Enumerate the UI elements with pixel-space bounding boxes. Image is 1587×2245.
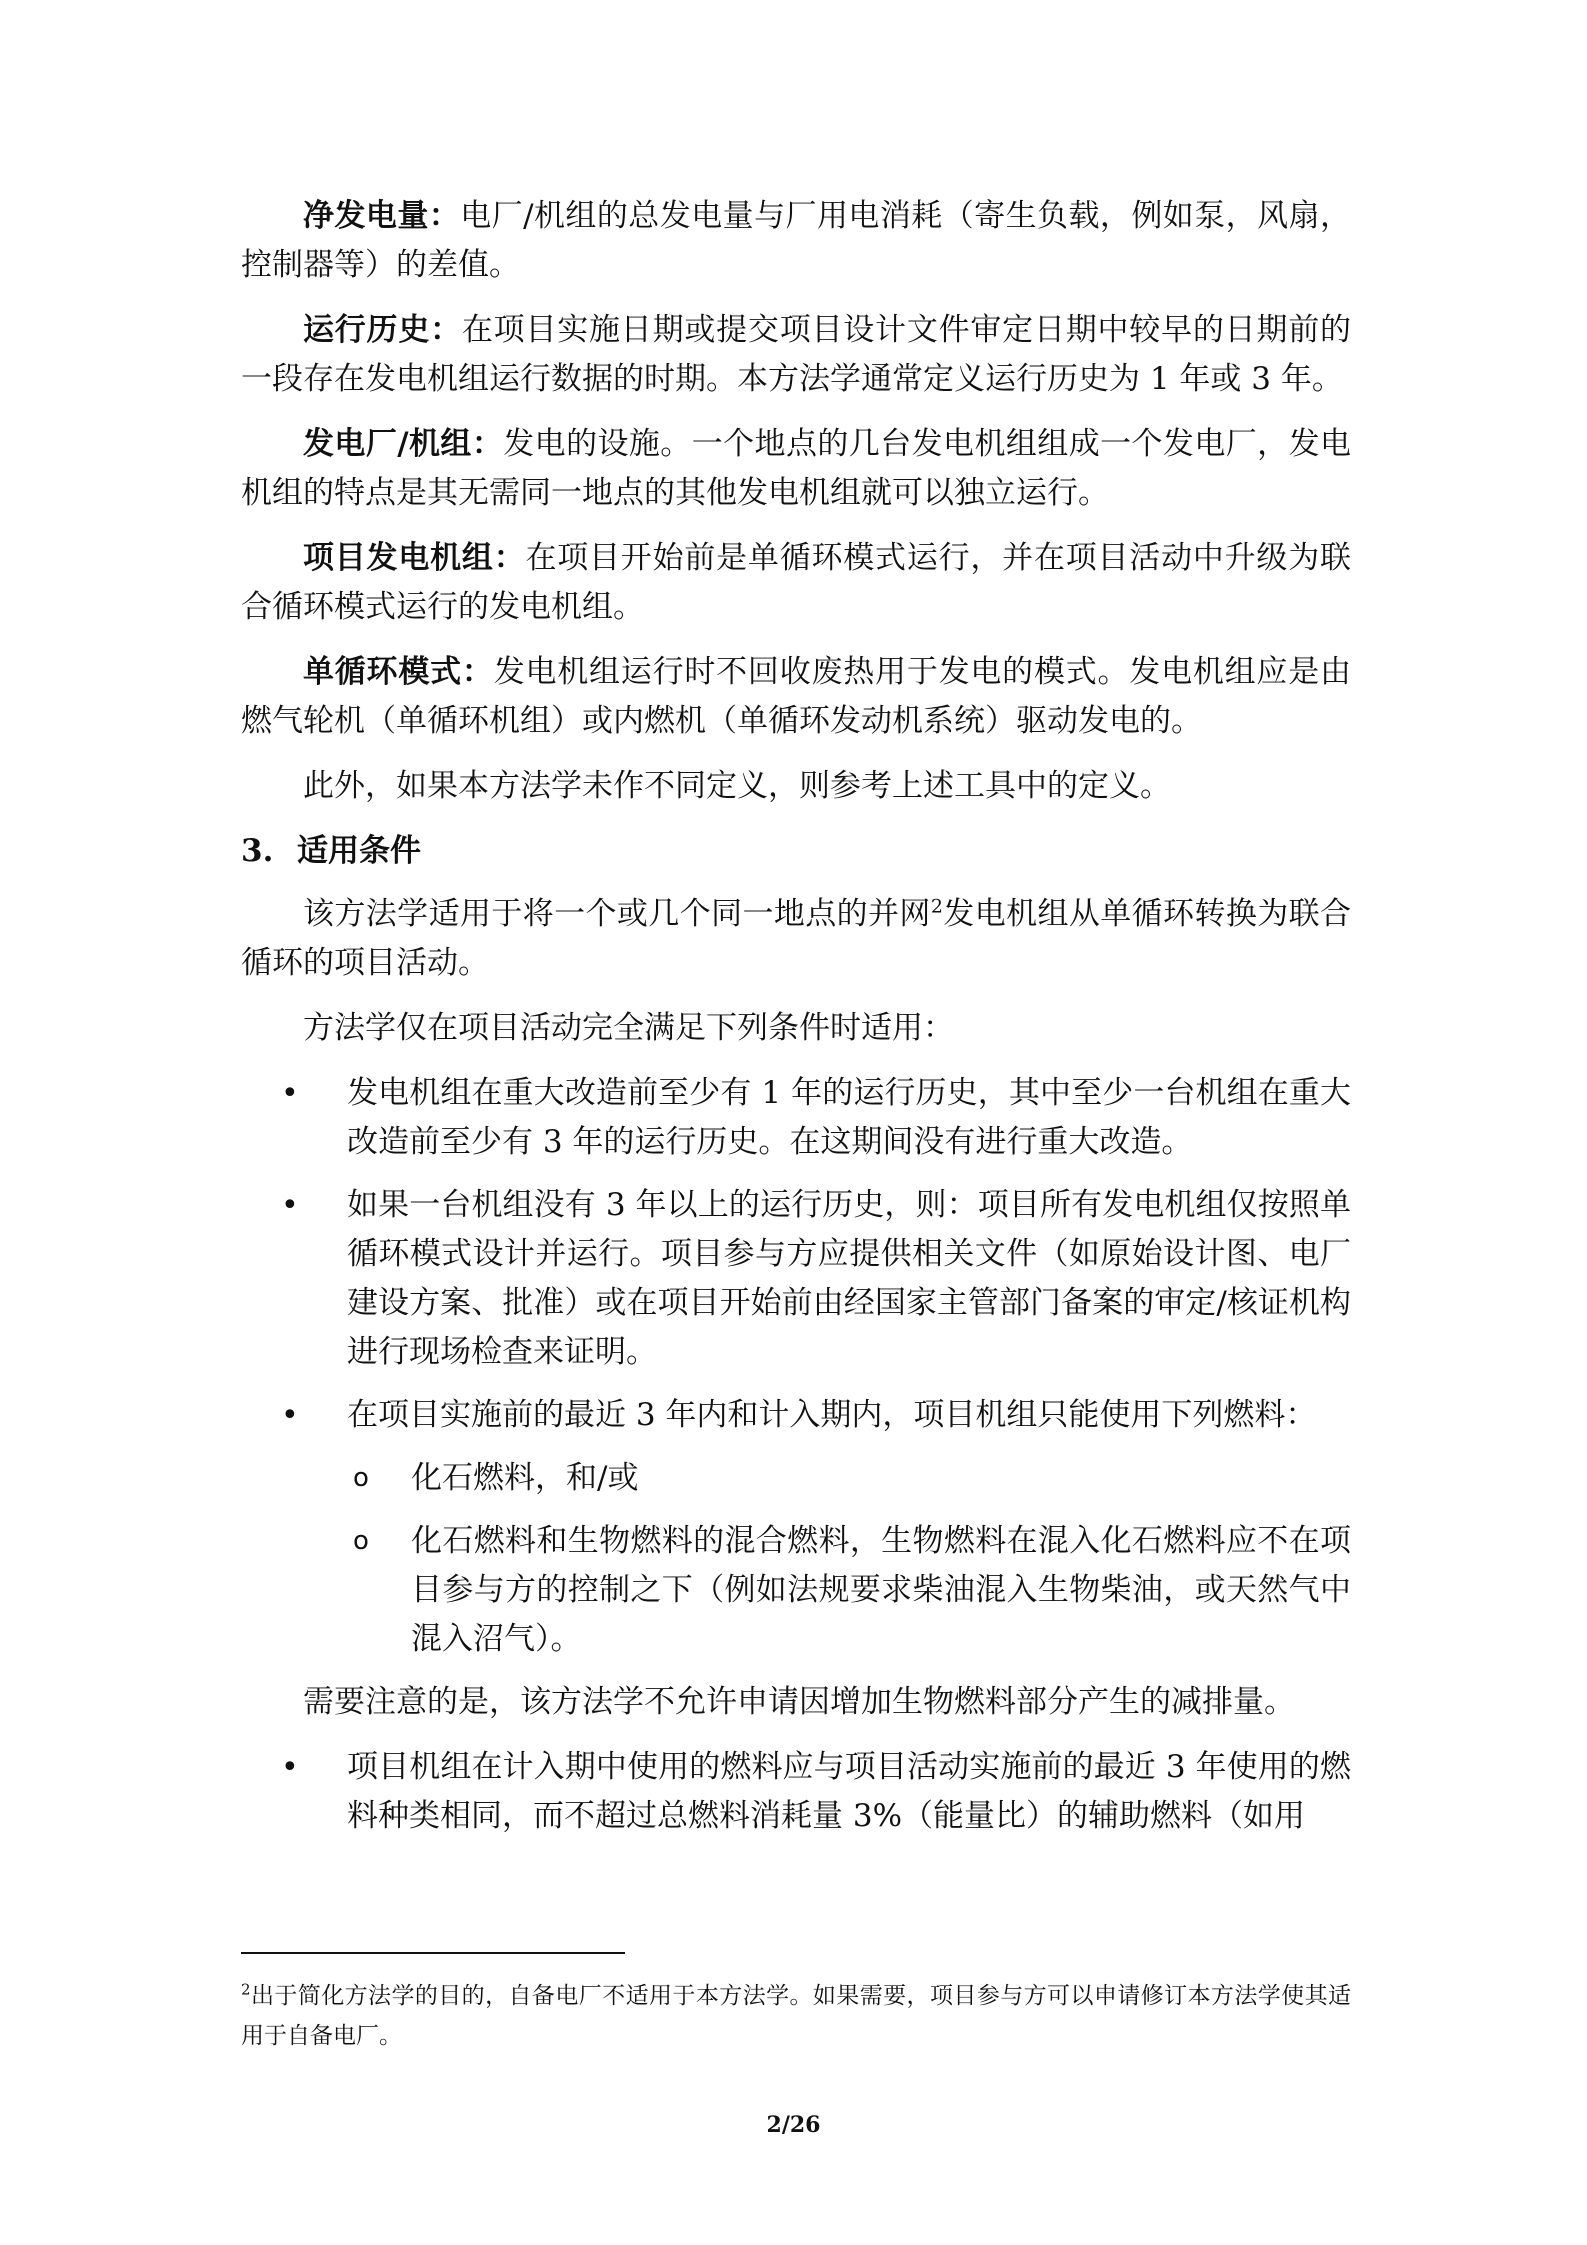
fuel-sub-list — [241, 1454, 1351, 1664]
section-number: 3. — [241, 833, 274, 869]
definition-text: 电厂/机组的总发电量与厂用电消耗（寄生负载，例如泵，风扇，控制器等）的差值。 — [241, 198, 1352, 283]
fuel-sub-item — [241, 1517, 1351, 1664]
biofuel-note: 需要注意的是，该方法学不允许申请因增加生物燃料部分产生的减排量。 — [303, 1684, 1295, 1720]
definition-term: 发电厂/机组 — [303, 426, 472, 462]
definition-colon: ： — [430, 312, 462, 348]
condition-text: 在项目实施前的最近 3 年内和计入期内，项目机组只能使用下列燃料： — [347, 1397, 1317, 1433]
definition-term: 项目发电机组 — [303, 540, 494, 576]
definition-text: 在项目开始前是单循环模式运行，并在项目活动中升级为联合循环模式运行的发电机组。 — [241, 540, 1351, 625]
bullet-icon: • — [281, 1398, 299, 1433]
bullet-icon: • — [281, 1076, 299, 1111]
footnote-text: 出于简化方法学的目的，自备电厂不适用于本方法学。如果需要，项目参与方可以申请修订本方法学使其适用于自备电厂。 — [241, 1983, 1351, 2049]
bullet-icon: • — [281, 1188, 299, 1223]
sub-bullet-icon: o — [353, 1526, 369, 1556]
condition-item — [241, 1181, 1351, 1377]
definition-text: 发电的设施。一个地点的几台发电机组组成一个发电厂，发电机组的特点是其无需同一地点的其他发电机组就可以独立运行。 — [241, 426, 1352, 511]
condition-item — [241, 1069, 1351, 1167]
definition-text: 发电机组运行时不回收废热用于发电的模式。发电机组应是由燃气轮机（单循环机组）或内燃机（单循环发动机系统）驱动发电的。 — [241, 654, 1351, 739]
intro-text-continued: 发电机组从单循环转换为联合循环的项目活动。 — [241, 896, 1352, 981]
condition-lead: 方法学仅在项目活动完全满足下列条件时适用： — [303, 1010, 954, 1046]
condition-list — [241, 1069, 1351, 1440]
definition-power-plant — [241, 420, 1351, 518]
condition-text: 发电机组在重大改造前至少有 1 年的运行历史，其中至少一台机组在重大改造前至少有 3 年的运行历史。在这期间没有进行重大改造。 — [347, 1075, 1351, 1160]
definition-colon: ： — [493, 540, 526, 576]
document-body — [241, 192, 1351, 1855]
definition-colon: ： — [461, 654, 494, 690]
definition-colon: ： — [428, 198, 461, 234]
applicability-intro — [241, 890, 1351, 988]
definition-text: 在项目实施日期或提交项目设计文件审定日期中较早的日期前的一段存在发电机组运行数据的时期。本方法学通常定义运行历史为 1 年或 3 年。 — [241, 312, 1351, 397]
footnote — [241, 1976, 1351, 2056]
fuel-sub-text: 化石燃料，和/或 — [411, 1460, 639, 1496]
fuel-sub-item — [241, 1454, 1351, 1503]
page-number: 2/26 — [766, 2112, 821, 2138]
condition-text: 如果一台机组没有 3 年以上的运行历史，则：项目所有发电机组仅按照单循环模式设计并运行。项目参与方应提供相关文件（如原始设计图、电厂建设方案、批准）或在项目开始前由经国家主管部门备案的审定/核证机构进行现场检查来证明。 — [347, 1187, 1351, 1370]
condition-list-continued — [241, 1743, 1351, 1841]
footnote-divider — [241, 1952, 625, 1954]
sub-bullet-icon: o — [353, 1463, 369, 1493]
definition-operating-history — [241, 306, 1351, 404]
definition-term: 运行历史 — [303, 312, 431, 348]
definition-colon: ： — [471, 426, 504, 462]
condition-item — [241, 1391, 1351, 1440]
footnote-reference: 2 — [930, 895, 943, 918]
footnote-marker: 2 — [241, 1980, 251, 1999]
definition-project-unit — [241, 534, 1351, 632]
definition-term: 单循环模式 — [303, 654, 462, 690]
section-title: 适用条件 — [297, 833, 421, 869]
definition-simple-cycle — [241, 648, 1351, 746]
condition-text: 项目机组在计入期中使用的燃料应与项目活动实施前的最近 3 年使用的燃料种类相同，而不超过总燃料消耗量 3%（能量比）的辅助燃料（如用 — [347, 1749, 1351, 1834]
definitions-note: 此外，如果本方法学未作不同定义，则参考上述工具中的定义。 — [303, 768, 1171, 804]
definition-term: 净发电量 — [303, 198, 429, 234]
fuel-sub-text: 化石燃料和生物燃料的混合燃料，生物燃料在混入化石燃料应不在项目参与方的控制之下（例如法规要求柴油混入生物柴油，或天然气中混入沼气）。 — [411, 1523, 1351, 1657]
condition-item — [241, 1743, 1351, 1841]
intro-text: 该方法学适用于将一个或几个同一地点的并网 — [303, 896, 931, 932]
definition-net-generation — [241, 192, 1351, 290]
section-heading — [241, 827, 1351, 876]
bullet-icon: • — [281, 1750, 299, 1785]
